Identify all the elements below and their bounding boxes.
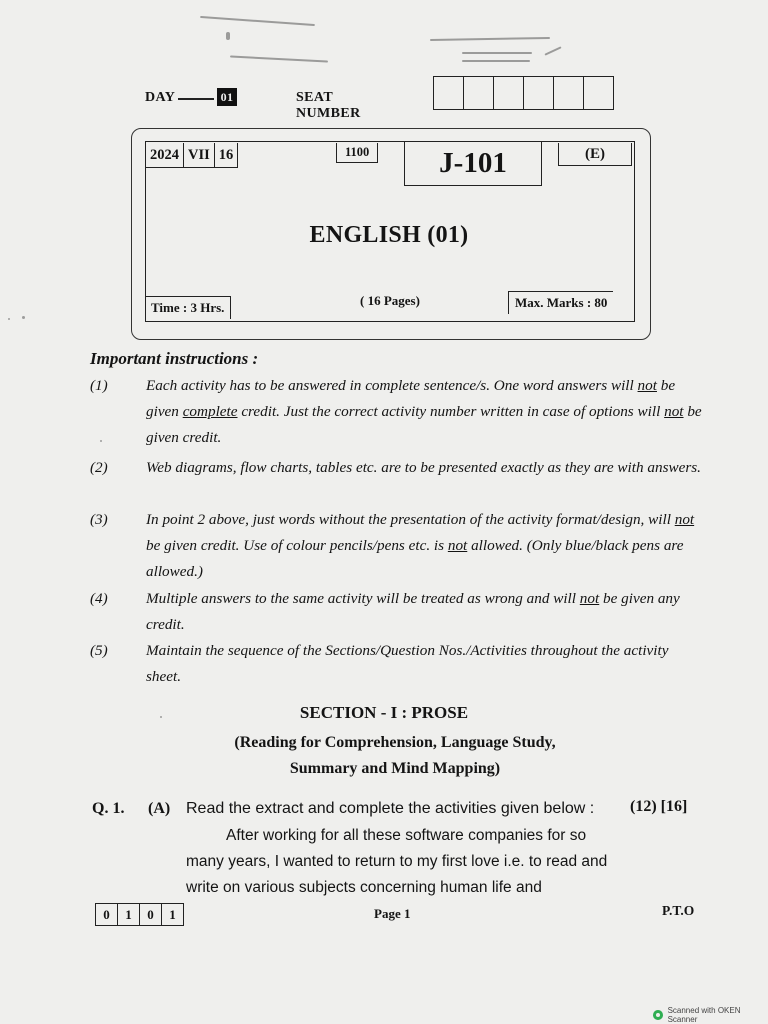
exam-month: VII: [184, 143, 215, 168]
seat-number-box: [464, 77, 494, 109]
seat-number-box: [554, 77, 584, 109]
instruction-number: (1): [90, 377, 108, 394]
section-subtitle: (Reading for Comprehension, Language Study,: [234, 734, 556, 751]
instruction-text: Maintain the sequence of the Sections/Question Nos./Activities throughout the activity sheet.: [146, 642, 669, 685]
please-turn-over: P.T.O: [662, 903, 695, 918]
exam-day: 16: [215, 143, 239, 168]
instruction-text: Multiple answers to the same activity will be treated as wrong and will not be given any credit.: [146, 590, 680, 633]
instruction-number: (3): [90, 511, 108, 528]
question-part: (A): [148, 800, 171, 817]
question-number: Q. 1.: [92, 800, 125, 817]
instruction-text: Each activity has to be answered in complete sentence/s. One word answers will not be given complete credit. Just the correct activity number written in case of options will not be given credit.: [146, 377, 702, 446]
footer-code-digit: 0: [96, 904, 118, 925]
seat-number-box: [584, 77, 613, 109]
section-title: SECTION - I : PROSE: [299, 703, 469, 722]
day-label: DAY: [145, 90, 176, 105]
instruction-text: Web diagrams, flow charts, tables etc. are to be presented exactly as they are with answers.: [146, 459, 701, 476]
medium-code: (E): [558, 143, 632, 166]
seat-number-label: SEAT NUMBER: [296, 90, 361, 121]
footer-code-digit: 1: [169, 907, 176, 922]
exam-year: 2024: [145, 143, 184, 168]
seat-number-box: [524, 77, 554, 109]
passage-text: After working for all these software companies for so many years, I wanted to return to my first love i.e. to read and write on various subjects concerning human life and: [186, 827, 608, 896]
seat-number-box: [434, 77, 464, 109]
paper-code: J-101: [404, 141, 542, 186]
day-dash-line: [178, 98, 214, 100]
exam-time-code: 1100: [336, 143, 378, 163]
question-prompt: Read the extract and complete the activities given below :: [186, 800, 595, 817]
instruction-number: (5): [90, 642, 108, 659]
page-count: ( 16 Pages): [360, 293, 420, 308]
seat-number-boxes: [433, 76, 614, 110]
section-subtitle: Summary and Mind Mapping): [289, 760, 501, 777]
footer-code-boxes: [95, 903, 184, 926]
exam-code-box: [145, 143, 238, 168]
instruction-number: (2): [90, 459, 108, 476]
day-value-box: 01: [217, 88, 237, 106]
exam-duration: Time : 3 Hrs.: [145, 296, 231, 319]
max-marks: Max. Marks : 80: [508, 291, 613, 314]
instructions-heading: Important instructions :: [90, 349, 259, 368]
instruction-number: (4): [90, 590, 108, 607]
footer-code-digit: 1: [118, 904, 140, 925]
seat-number-box: [494, 77, 524, 109]
page-number: Page 1: [374, 906, 411, 921]
footer-code-digit: 0: [140, 904, 162, 925]
scanner-watermark: [653, 1006, 768, 1024]
oken-scanner-logo-icon: [653, 1010, 663, 1020]
scanner-watermark-text: Scanned with OKEN Scanner: [667, 1006, 741, 1024]
instruction-text: In point 2 above, just words without the presentation of the activity format/design, will not be given credit. Use of colour pencils/pens etc. is not allowed. (Only blue/black pens are allowed.): [146, 511, 695, 580]
subject-title: ENGLISH (01): [309, 222, 469, 248]
question-marks: (12) [16]: [630, 798, 688, 815]
